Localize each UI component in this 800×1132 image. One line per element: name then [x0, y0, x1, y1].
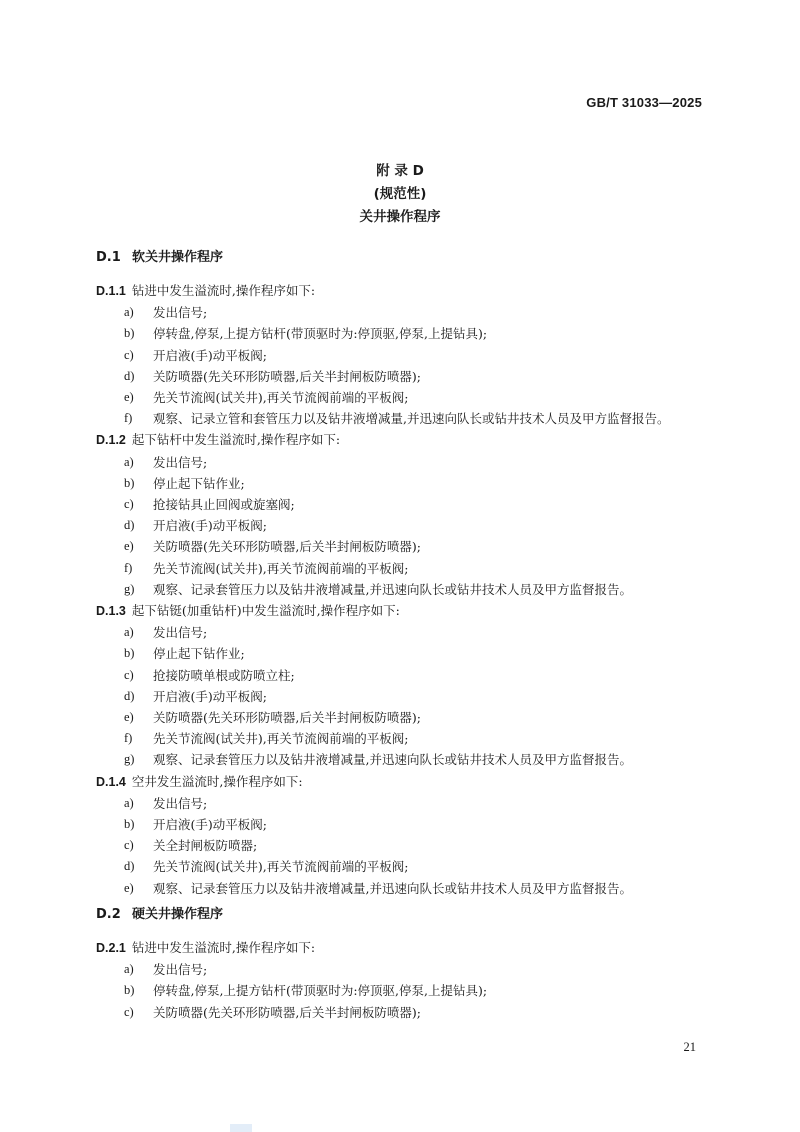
document-body	[96, 247, 716, 1023]
list-item-text: 先关节流阀(试关井),再关节流阀前端的平板阀;	[153, 731, 409, 747]
list-item-text: 停转盘,停泵,上提方钻杆(带顶驱时为:停顶驱,停泵,上提钻具);	[153, 983, 488, 999]
list-item-text: 观察、记录套管压力以及钻井液增减量,并迅速向队长或钻井技术人员及甲方监督报告。	[153, 880, 632, 896]
list-item-text: 开启液(手)动平板阀;	[153, 347, 267, 363]
list-item	[96, 408, 716, 429]
list-item	[96, 878, 716, 899]
list-item-text: 发出信号;	[153, 305, 208, 321]
list-item-letter: a)	[124, 795, 134, 810]
list-item-text: 关防喷器(先关环形防喷器,后关半封闸板防喷器);	[153, 539, 421, 555]
list-item-text: 先关节流阀(试关井),再关节流阀前端的平板阀;	[153, 390, 409, 406]
list-item-text: 发出信号;	[153, 962, 208, 978]
list-item-text: 停转盘,停泵,上提方钻杆(带顶驱时为:停顶驱,停泵,上提钻具);	[153, 326, 488, 342]
scan-mark	[230, 1124, 252, 1132]
annex-label: 附 录 D	[376, 163, 424, 179]
list-item-text: 停止起下钻作业;	[153, 475, 245, 491]
list-item-letter: d)	[124, 688, 135, 703]
list-item-letter: d)	[124, 518, 135, 533]
list-item	[96, 452, 716, 473]
subsection-intro	[96, 600, 716, 622]
list-item-text: 发出信号;	[153, 625, 208, 641]
subsection-intro	[96, 937, 716, 959]
subsection-text: 空井发生溢流时,操作程序如下:	[131, 773, 303, 789]
list-item	[96, 814, 716, 835]
list-item	[96, 749, 716, 770]
subsection-intro	[96, 771, 716, 793]
list-item	[96, 643, 716, 664]
list-item-text: 观察、记录立管和套管压力以及钻井液增减量,并迅速向队长或钻井技术人员及甲方监督报告。	[153, 411, 670, 427]
procedure-list	[96, 622, 716, 770]
subsection-text: 起下钻铤(加重钻杆)中发生溢流时,操作程序如下:	[131, 603, 400, 619]
list-item	[96, 366, 716, 387]
list-item-letter: d)	[124, 859, 135, 874]
list-item-letter: b)	[124, 817, 135, 832]
procedure-list	[96, 452, 716, 600]
section-title: 软关井操作程序	[132, 250, 224, 265]
list-item-text: 发出信号;	[153, 454, 208, 470]
list-item-letter: e)	[124, 390, 134, 405]
list-item	[96, 1002, 716, 1023]
subsection-number: D.1.4	[96, 774, 126, 789]
subsection-number: D.2.1	[96, 940, 126, 955]
list-item-text: 关防喷器(先关环形防喷器,后关半封闸板防喷器);	[153, 710, 421, 726]
procedure-list	[96, 959, 716, 1023]
annex-nature: (规范性)	[373, 186, 427, 202]
list-item	[96, 980, 716, 1001]
subsection-text: 钻进中发生溢流时,操作程序如下:	[131, 939, 316, 955]
list-item	[96, 536, 716, 557]
list-item-text: 开启液(手)动平板阀;	[153, 817, 267, 833]
annex-title: 关井操作程序	[359, 209, 441, 225]
list-item-letter: f)	[124, 411, 133, 426]
list-item-text: 观察、记录套管压力以及钻井液增减量,并迅速向队长或钻井技术人员及甲方监督报告。	[153, 752, 632, 768]
list-item-letter: b)	[124, 475, 135, 490]
list-item-text: 关防喷器(先关环形防喷器,后关半封闸板防喷器);	[153, 1004, 421, 1020]
list-item-letter: b)	[124, 326, 135, 341]
list-item-letter: b)	[124, 646, 135, 661]
list-item-text: 开启液(手)动平板阀;	[153, 518, 267, 534]
list-item	[96, 323, 716, 344]
section-number: D.2	[96, 906, 121, 922]
list-item	[96, 558, 716, 579]
list-item	[96, 302, 716, 323]
list-item	[96, 728, 716, 749]
list-item-letter: b)	[124, 983, 135, 998]
subsection-intro	[96, 280, 716, 302]
list-item-text: 先关节流阀(试关井),再关节流阀前端的平板阀;	[153, 859, 409, 875]
list-item-text: 停止起下钻作业;	[153, 646, 245, 662]
list-item-letter: a)	[124, 454, 134, 469]
list-item	[96, 494, 716, 515]
list-item-text: 抢接钻具止回阀或旋塞阀;	[153, 497, 295, 513]
page-number: 21	[683, 1040, 696, 1054]
list-item-letter: c)	[124, 497, 134, 512]
list-item-letter: e)	[124, 710, 134, 725]
subsection-text: 钻进中发生溢流时,操作程序如下:	[131, 283, 316, 298]
list-item	[96, 515, 716, 536]
list-item-text: 先关节流阀(试关井),再关节流阀前端的平板阀;	[153, 560, 409, 576]
subsection-number: D.1.2	[96, 433, 126, 448]
list-item	[96, 856, 716, 877]
list-item-text: 关防喷器(先关环形防喷器,后关半封闸板防喷器);	[153, 368, 421, 384]
list-item-text: 开启液(手)动平板阀;	[153, 688, 267, 704]
list-item-letter: c)	[124, 1004, 134, 1019]
list-item	[96, 387, 716, 408]
list-item-text: 观察、记录套管压力以及钻井液增减量,并迅速向队长或钻井技术人员及甲方监督报告。	[153, 581, 632, 597]
list-item	[96, 345, 716, 366]
list-item	[96, 665, 716, 686]
list-item	[96, 959, 716, 980]
list-item-letter: a)	[124, 305, 134, 320]
procedure-list	[96, 302, 716, 429]
list-item-letter: g)	[124, 581, 135, 596]
subsection-number: D.1.1	[96, 284, 126, 298]
list-item	[96, 579, 716, 600]
list-item-letter: a)	[124, 625, 134, 640]
list-item-letter: e)	[124, 539, 134, 554]
list-item	[96, 793, 716, 814]
list-item-text: 关全封闸板防喷器;	[153, 838, 258, 854]
list-item-letter: f)	[124, 560, 133, 575]
subsection-text: 起下钻杆中发生溢流时,操作程序如下:	[131, 432, 341, 448]
list-item	[96, 622, 716, 643]
section-heading	[96, 247, 716, 268]
list-item-letter: c)	[124, 347, 134, 362]
subsection-intro	[96, 429, 716, 451]
list-item-letter: g)	[124, 752, 135, 767]
list-item-text: 抢接防喷单根或防喷立柱;	[153, 667, 295, 683]
standard-code: GB/T 31033—2025	[586, 95, 702, 110]
list-item-letter: d)	[124, 368, 135, 383]
list-item-letter: c)	[124, 838, 134, 853]
list-item-letter: a)	[124, 962, 134, 977]
list-item-letter: e)	[124, 880, 134, 895]
annex-heading	[0, 160, 800, 229]
list-item	[96, 835, 716, 856]
section-title: 硬关井操作程序	[132, 906, 224, 922]
section-number: D.1	[96, 250, 121, 265]
subsection-number: D.1.3	[96, 604, 126, 619]
list-item-letter: f)	[124, 731, 133, 746]
procedure-list	[96, 793, 716, 899]
section-heading	[96, 904, 716, 925]
list-item	[96, 707, 716, 728]
list-item-letter: c)	[124, 667, 134, 682]
list-item-text: 发出信号;	[153, 795, 208, 811]
list-item	[96, 473, 716, 494]
list-item	[96, 686, 716, 707]
